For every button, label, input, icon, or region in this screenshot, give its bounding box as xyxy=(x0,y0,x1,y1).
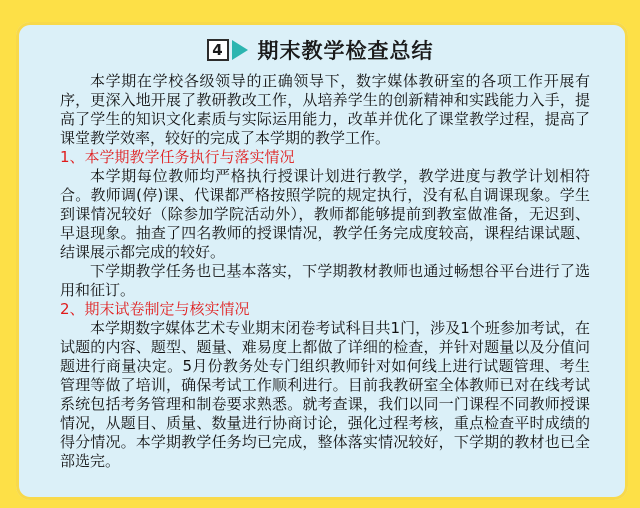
intro-paragraph: 本学期在学校各级领导的正确领导下，数字媒体教研室的各项工作开展有序，更深入地开展了教研教改工作，从培养学生的创新精神和实践能力入手，提高了学生的知识文化素质与实际运用能力，改革并优化了课堂教学过程，提高了课堂教学效率，较好的完成了本学期的教学工作。 xyxy=(60,72,590,147)
document-body xyxy=(60,72,590,471)
section1-paragraph-1: 本学期每位教师均严格执行授课计划进行教学，教学进度与教学计划相符合。教师调(停)课、代课都严格按照学院的规定执行，没有私自调课现象。学生到课情况较好（除参加学院活动外），教师都能够提前到教室做准备，无迟到、早退现象。抽查了四名教师的授课情况，教学任务完成度较高，课程结课试题、结课展示都完成的较好。 xyxy=(60,167,590,261)
arrow-right-icon xyxy=(232,40,248,60)
section-header xyxy=(0,36,640,64)
section1-paragraph-2: 下学期教学任务也已基本落实，下学期教材教师也通过畅想谷平台进行了选用和征订。 xyxy=(60,262,590,299)
section-heading-2: 2、期末试卷制定与核实情况 xyxy=(60,300,250,318)
page-title: 期末教学检查总结 xyxy=(257,39,434,63)
section2-paragraph-1: 本学期数字媒体艺术专业期末闭卷考试科目共1门，涉及1个班参加考试，在试题的内容、题型、题量、难易度上都做了详细的检查，并针对题量以及分值问题进行商量决定。5月份教务处专门组织教师针对如何线上进行试题管理、考生管理等做了培训，确保考试工作顺利进行。目前我教研室全体教师已对在线考试系统包括考务管理和制卷要求熟悉。就考查课，我们以同一门课程不同教师授课情况，从题目、质量、数量进行协商讨论，强化过程考核，重点检查平时成绩的得分情况。本学期教学任务均已完成，整体落实情况较好，下学期的教材也已全部选完。 xyxy=(60,319,590,470)
section-heading-1: 1、本学期教学任务执行与落实情况 xyxy=(60,148,295,166)
section-number-badge: 4 xyxy=(207,39,229,61)
